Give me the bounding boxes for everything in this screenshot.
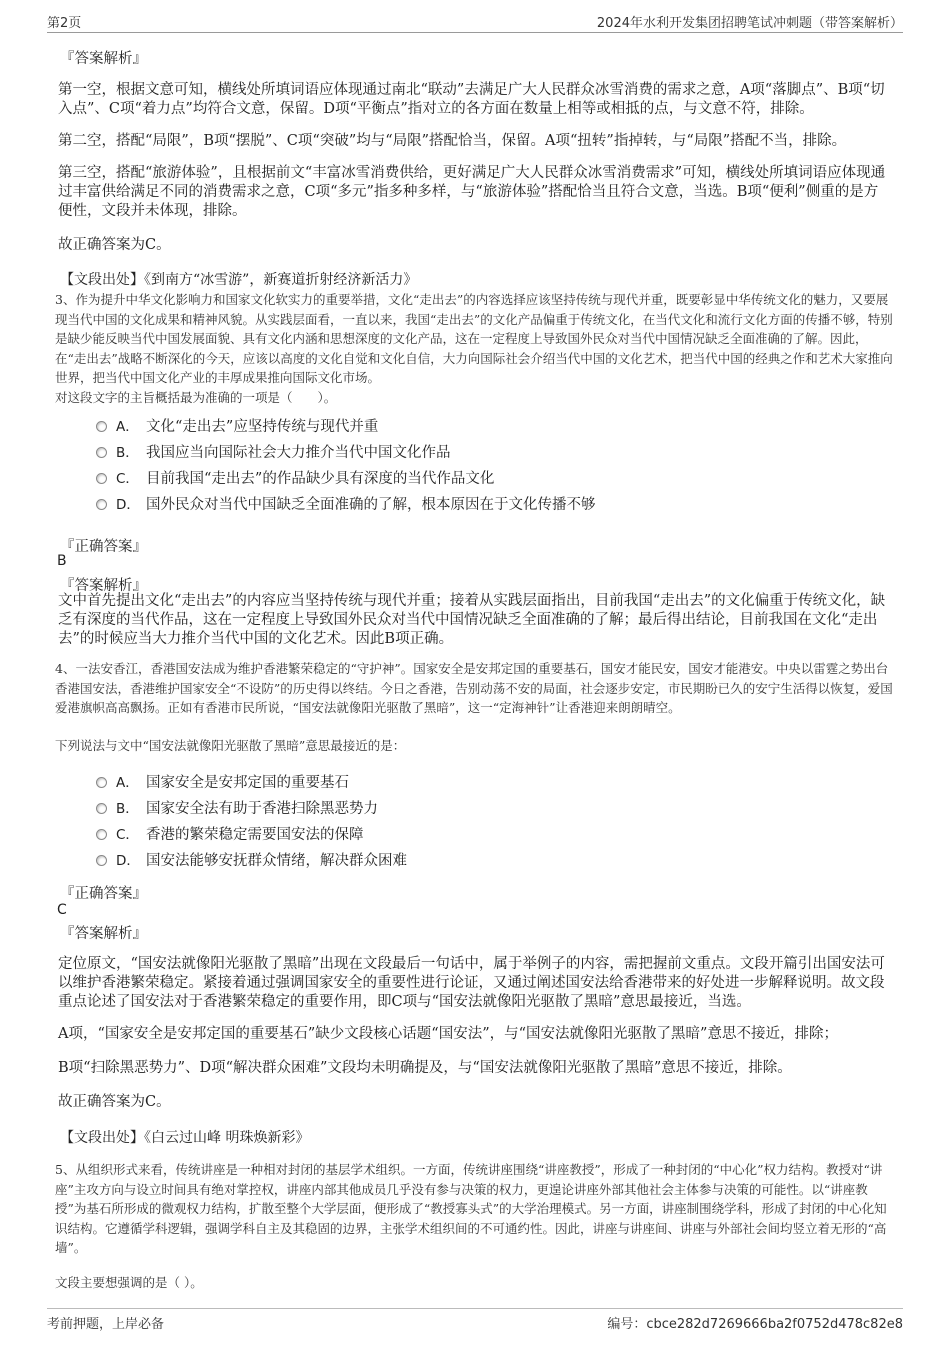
analysis-paragraph: 文中首先提出文化“走出去”的内容应当坚持传统与现代并重；接着从实践层面指出，目前我国“走出去”的文化偏重于传统文化，缺乏有深度的当代作品，这在一定程度上导致国外民众对当代中国情况缺乏全面准确的了解；最后得出结论，目前我国在文化“走出去”的时候应当大力推介当代中国的文化艺术。因此B项正确。 (58, 593, 886, 647)
question-prompt: 文段主要想强调的是（ ）。 (55, 1275, 203, 1290)
option-text: 国安法能够安抚群众情绪，解决群众困难 (146, 853, 407, 869)
option-letter: C． (116, 827, 139, 843)
option-letter: D． (116, 497, 140, 513)
analysis-conclusion: 故正确答案为C。 (58, 1094, 171, 1110)
question-stem: 5、从组织形式来看，传统讲座是一种相对封闭的基层学术组织。一方面，传统讲座围绕“讲座教授”，形成了一种封闭的“中心化”权力结构。教授对“讲座”主攻方向与设立时间具有绝对掌控权，讲座内部其他成员几乎没有参与决策的权力，更遑论讲座外部其他社会主体参与决策的可能性。以“讲座教授”为基石所形成的微观权力结构，扩散至整个大学层面，便形成了“教授寡头式”的大学治理模式。另一方面，讲座制围绕学科，形成了封闭的中心化知识结构。它遵循学科逻辑，强调学科自主及其稳固的边界，主张学术组织间的不可通约性。因此，讲座与讲座间、讲座与外部社会间均竖立着无形的“高墙”。 (55, 1162, 887, 1255)
correct-answer-label: 『正确答案』 (60, 886, 147, 902)
radio-button[interactable] (96, 855, 107, 866)
analysis-paragraph: 第一空，根据文意可知，横线处所填词语应体现通过南北“联动”去满足广大人民群众冰雪消费的需求之意，A项“落脚点”、B项“切入点”、C项“着力点”均符合文意，保留。D项“平衡点”指对立的各方面在数量上相等或相抵的点，与文意不符，排除。 (58, 82, 885, 117)
document-title: 2024年水利开发集团招聘笔试冲刺题（带答案解析） (596, 16, 903, 31)
analysis-label: 『答案解析』 (60, 578, 147, 594)
radio-button[interactable] (96, 499, 107, 510)
option-text: 香港的繁荣稳定需要国安法的保障 (146, 827, 364, 843)
analysis-paragraph: A项，“国家安全是安邦定国的重要基石”缺少文段核心话题“国安法”，与“国安法就像阳光驱散了黑暗”意思不接近，排除； (58, 1026, 838, 1042)
passage-source: 【文段出处】《到南方“冰雪游”，新赛道折射经济新活力》 (60, 272, 418, 288)
question-stem: 4、一法安香江，香港国安法成为维护香港繁荣稳定的“守护神”。国家安全是安邦定国的重要基石，国安才能民安，国安才能港安。中央以雷霆之势出台香港国安法，香港维护国家安全“不设防”的历史得以终结。今日之香港，告别动荡不安的局面，社会逐步安定，市民期盼已久的安宁生活得以恢复，爱国爱港旗帜高高飘扬。正如有香港市民所说，“国安法就像阳光驱散了黑暗”，这一“定海神针”让香港迎来朗朗晴空。 (55, 661, 893, 715)
option-letter: B． (116, 445, 139, 461)
page-number: 第2页 (47, 16, 82, 31)
analysis-paragraph: 第三空，搭配“旅游体验”，且根据前文“丰富冰雪消费供给，更好满足广大人民群众冰雪消费需求”可知，横线处所填词语应体现通过丰富供给满足不同的消费需求之意，C项“多元”指多种多样，与“旅游体验”搭配恰当且符合文意，当选。B项“便利”侧重的是方便性，文段并未体现，排除。 (58, 165, 886, 219)
option-letter: A． (116, 419, 139, 435)
option-text: 国家安全法有助于香港扫除黑恶势力 (146, 801, 378, 817)
question-prompt: 下列说法与文中“国安法就像阳光驱散了黑暗”意思最接近的是： (55, 738, 406, 753)
correct-answer: C (57, 902, 67, 918)
analysis-paragraph: 定位原文，“国安法就像阳光驱散了黑暗”出现在文段最后一句话中，属于举例子的内容，需把握前文重点。文段开篇引出国安法可以维护香港繁荣稳定。紧接着通过强调国家安全的重要性进行论证，又通过阐述国安法给香港带来的好处进一步解释说明。故文段重点论述了国安法对于香港繁荣稳定的重要作用，即C项与“国安法就像阳光驱散了黑暗”意思最接近，当选。 (58, 956, 885, 1010)
footer-slogan: 考前押题，上岸必备 (47, 1317, 165, 1332)
correct-answer: B (57, 553, 67, 569)
question-stem: 3、作为提升中华文化影响力和国家文化软实力的重要举措，文化“走出去”的内容选择应该坚持传统与现代并重，既要彰显中华传统文化的魅力，又要展现当代中国的文化成果和精神风貌。从实践层面看，一直以来，我国“走出去”的文化产品偏重于传统文化，在当代文化和流行文化方面的传播不够，特别是缺少能反映当代中国发展面貌、具有文化内涵和思想深度的文化产品，这在一定程度上导致国外民众对当代中国情况缺乏全面准确的了解。因此，在“走出去”战略不断深化的今天，应该以高度的文化自觉和文化自信，大力向国际社会介绍当代中国的文化艺术，把当代中国的经典之作和艺术大家推向世界，把当代中国文化产业的丰厚成果推向国际文化市场。 (55, 292, 893, 385)
option-letter: A． (116, 775, 139, 791)
analysis-paragraph: B项“扫除黑恶势力”、D项“解决群众困难”文段均未明确提及，与“国安法就像阳光驱散了黑暗”意思不接近，排除。 (58, 1060, 792, 1076)
correct-answer-label: 『正确答案』 (60, 539, 147, 555)
page-footer (47, 1308, 903, 1332)
option-text: 国外民众对当代中国缺乏全面准确的了解，根本原因在于文化传播不够 (146, 497, 596, 513)
passage-source: 【文段出处】《白云过山峰 明珠焕新彩》 (60, 1130, 310, 1146)
radio-button[interactable] (96, 473, 107, 484)
analysis-paragraph: 第二空，搭配“局限”，B项“摆脱”、C项“突破”均与“局限”搭配恰当，保留。A项“扭转”指掉转，与“局限”搭配不当，排除。 (58, 133, 847, 149)
analysis-conclusion: 故正确答案为C。 (58, 237, 171, 253)
option-text: 国家安全是安邦定国的重要基石 (146, 775, 349, 791)
radio-button[interactable] (96, 803, 107, 814)
document-id: 编号：cbce282d7269666ba2f0752d478c82e8 (607, 1317, 903, 1332)
radio-button[interactable] (96, 777, 107, 788)
option-letter: C． (116, 471, 139, 487)
option-text: 目前我国“走出去”的作品缺少具有深度的当代作品文化 (146, 471, 495, 487)
option-letter: B． (116, 801, 139, 817)
radio-button[interactable] (96, 421, 107, 432)
option-letter: D． (116, 853, 140, 869)
radio-button[interactable] (96, 447, 107, 458)
analysis-label: 『答案解析』 (60, 51, 147, 67)
page-header (47, 10, 903, 33)
question-prompt: 对这段文字的主旨概括最为准确的一项是（ ）。 (55, 390, 337, 405)
option-text: 我国应当向国际社会大力推介当代中国文化作品 (146, 445, 451, 461)
analysis-label: 『答案解析』 (60, 926, 147, 942)
option-text: 文化“走出去”应坚持传统与现代并重 (146, 419, 379, 435)
radio-button[interactable] (96, 829, 107, 840)
